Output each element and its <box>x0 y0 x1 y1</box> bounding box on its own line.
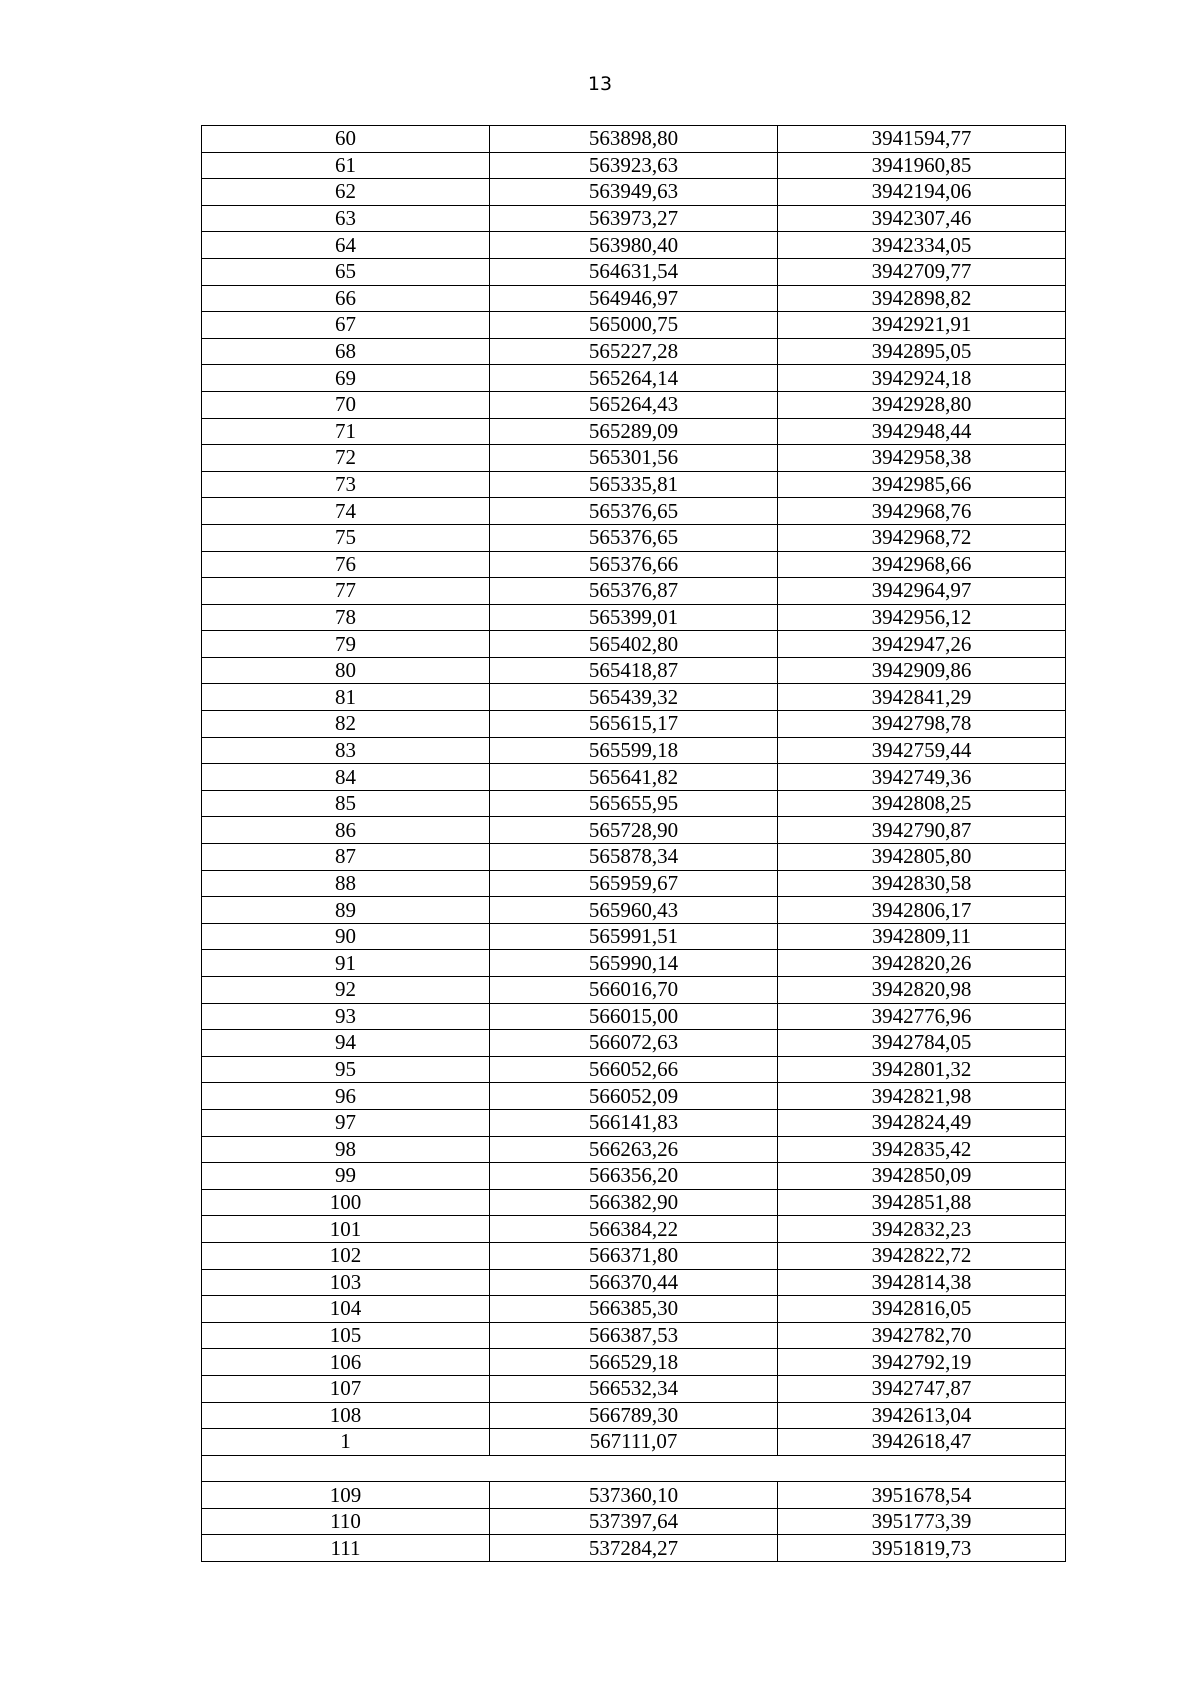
y-coordinate-cell: 3942898,82 <box>778 285 1066 312</box>
x-coordinate-cell: 566141,83 <box>490 1109 778 1136</box>
y-coordinate-cell: 3942850,09 <box>778 1163 1066 1190</box>
table-row <box>202 418 1066 445</box>
y-coordinate-cell: 3942832,23 <box>778 1216 1066 1243</box>
x-coordinate-cell: 566052,66 <box>490 1056 778 1083</box>
x-coordinate-cell: 566385,30 <box>490 1296 778 1323</box>
table-row <box>202 1429 1066 1456</box>
x-coordinate-cell: 566356,20 <box>490 1163 778 1190</box>
point-number-cell: 110 <box>202 1508 490 1535</box>
y-coordinate-cell: 3942820,26 <box>778 950 1066 977</box>
coordinates-table <box>201 125 1066 1562</box>
x-coordinate-cell: 565376,66 <box>490 551 778 578</box>
x-coordinate-cell: 565289,09 <box>490 418 778 445</box>
x-coordinate-cell: 566016,70 <box>490 977 778 1004</box>
table-row <box>202 817 1066 844</box>
y-coordinate-cell: 3942776,96 <box>778 1003 1066 1030</box>
point-number-cell: 67 <box>202 312 490 339</box>
x-coordinate-cell: 565990,14 <box>490 950 778 977</box>
y-coordinate-cell: 3942801,32 <box>778 1056 1066 1083</box>
y-coordinate-cell: 3942824,49 <box>778 1109 1066 1136</box>
table-row <box>202 1163 1066 1190</box>
y-coordinate-cell: 3942334,05 <box>778 232 1066 259</box>
point-number-cell: 90 <box>202 923 490 950</box>
x-coordinate-cell: 565335,81 <box>490 471 778 498</box>
point-number-cell: 111 <box>202 1535 490 1562</box>
y-coordinate-cell: 3942307,46 <box>778 205 1066 232</box>
table-row <box>202 1083 1066 1110</box>
x-coordinate-cell: 537397,64 <box>490 1508 778 1535</box>
table-row <box>202 950 1066 977</box>
y-coordinate-cell: 3941594,77 <box>778 126 1066 153</box>
x-coordinate-cell: 565641,82 <box>490 764 778 791</box>
x-coordinate-cell: 566015,00 <box>490 1003 778 1030</box>
y-coordinate-cell: 3942958,38 <box>778 445 1066 472</box>
point-number-cell: 70 <box>202 391 490 418</box>
x-coordinate-cell: 563898,80 <box>490 126 778 153</box>
table-row <box>202 844 1066 871</box>
point-number-cell: 77 <box>202 578 490 605</box>
table-row <box>202 870 1066 897</box>
table-row <box>202 1030 1066 1057</box>
y-coordinate-cell: 3942749,36 <box>778 764 1066 791</box>
point-number-cell: 86 <box>202 817 490 844</box>
point-number-cell: 60 <box>202 126 490 153</box>
x-coordinate-cell: 565599,18 <box>490 737 778 764</box>
table-row <box>202 1322 1066 1349</box>
x-coordinate-cell: 565402,80 <box>490 631 778 658</box>
x-coordinate-cell: 566532,34 <box>490 1375 778 1402</box>
table-row <box>202 1402 1066 1429</box>
point-number-cell: 71 <box>202 418 490 445</box>
point-number-cell: 106 <box>202 1349 490 1376</box>
point-number-cell: 72 <box>202 445 490 472</box>
table-row <box>202 764 1066 791</box>
y-coordinate-cell: 3942806,17 <box>778 897 1066 924</box>
y-coordinate-cell: 3942808,25 <box>778 790 1066 817</box>
table-row <box>202 1296 1066 1323</box>
point-number-cell: 102 <box>202 1242 490 1269</box>
y-coordinate-cell: 3942618,47 <box>778 1429 1066 1456</box>
table-row <box>202 365 1066 392</box>
y-coordinate-cell: 3951819,73 <box>778 1535 1066 1562</box>
x-coordinate-cell: 537360,10 <box>490 1482 778 1509</box>
y-coordinate-cell: 3942851,88 <box>778 1189 1066 1216</box>
x-coordinate-cell: 566370,44 <box>490 1269 778 1296</box>
table-row <box>202 578 1066 605</box>
x-coordinate-cell: 565959,67 <box>490 870 778 897</box>
table-row <box>202 1535 1066 1562</box>
point-number-cell: 98 <box>202 1136 490 1163</box>
x-coordinate-cell: 563980,40 <box>490 232 778 259</box>
point-number-cell: 61 <box>202 152 490 179</box>
table-row <box>202 1109 1066 1136</box>
table-row <box>202 179 1066 206</box>
table-row <box>202 1216 1066 1243</box>
point-number-cell: 85 <box>202 790 490 817</box>
table-row <box>202 631 1066 658</box>
point-number-cell: 95 <box>202 1056 490 1083</box>
x-coordinate-cell: 564631,54 <box>490 258 778 285</box>
y-coordinate-cell: 3942816,05 <box>778 1296 1066 1323</box>
point-number-cell: 80 <box>202 657 490 684</box>
y-coordinate-cell: 3942747,87 <box>778 1375 1066 1402</box>
x-coordinate-cell: 565615,17 <box>490 711 778 738</box>
x-coordinate-cell: 565227,28 <box>490 338 778 365</box>
x-coordinate-cell: 565991,51 <box>490 923 778 950</box>
x-coordinate-cell: 565264,43 <box>490 391 778 418</box>
x-coordinate-cell: 565728,90 <box>490 817 778 844</box>
y-coordinate-cell: 3942909,86 <box>778 657 1066 684</box>
y-coordinate-cell: 3942809,11 <box>778 923 1066 950</box>
x-coordinate-cell: 566529,18 <box>490 1349 778 1376</box>
point-number-cell: 104 <box>202 1296 490 1323</box>
y-coordinate-cell: 3942830,58 <box>778 870 1066 897</box>
table-row <box>202 1269 1066 1296</box>
y-coordinate-cell: 3942964,97 <box>778 578 1066 605</box>
point-number-cell: 82 <box>202 711 490 738</box>
x-coordinate-cell: 566384,22 <box>490 1216 778 1243</box>
y-coordinate-cell: 3942613,04 <box>778 1402 1066 1429</box>
x-coordinate-cell: 565000,75 <box>490 312 778 339</box>
x-coordinate-cell: 567111,07 <box>490 1429 778 1456</box>
point-number-cell: 97 <box>202 1109 490 1136</box>
point-number-cell: 91 <box>202 950 490 977</box>
y-coordinate-cell: 3942968,66 <box>778 551 1066 578</box>
point-number-cell: 78 <box>202 604 490 631</box>
y-coordinate-cell: 3942947,26 <box>778 631 1066 658</box>
y-coordinate-cell: 3942805,80 <box>778 844 1066 871</box>
table-row <box>202 1375 1066 1402</box>
point-number-cell: 76 <box>202 551 490 578</box>
point-number-cell: 89 <box>202 897 490 924</box>
y-coordinate-cell: 3942821,98 <box>778 1083 1066 1110</box>
x-coordinate-cell: 565418,87 <box>490 657 778 684</box>
point-number-cell: 62 <box>202 179 490 206</box>
x-coordinate-cell: 566052,09 <box>490 1083 778 1110</box>
page-number: 13 <box>587 73 613 95</box>
point-number-cell: 103 <box>202 1269 490 1296</box>
x-coordinate-cell: 566072,63 <box>490 1030 778 1057</box>
x-coordinate-cell: 566387,53 <box>490 1322 778 1349</box>
y-coordinate-cell: 3942790,87 <box>778 817 1066 844</box>
table-row <box>202 152 1066 179</box>
section-separator-row <box>202 1455 1066 1482</box>
point-number-cell: 75 <box>202 524 490 551</box>
table-row <box>202 923 1066 950</box>
x-coordinate-cell: 565376,65 <box>490 498 778 525</box>
table-row <box>202 657 1066 684</box>
table-row <box>202 1136 1066 1163</box>
section-separator-cell <box>202 1455 1066 1482</box>
table-row <box>202 391 1066 418</box>
y-coordinate-cell: 3942985,66 <box>778 471 1066 498</box>
point-number-cell: 87 <box>202 844 490 871</box>
x-coordinate-cell: 566382,90 <box>490 1189 778 1216</box>
y-coordinate-cell: 3942822,72 <box>778 1242 1066 1269</box>
point-number-cell: 68 <box>202 338 490 365</box>
table-row <box>202 524 1066 551</box>
point-number-cell: 73 <box>202 471 490 498</box>
table-row <box>202 445 1066 472</box>
point-number-cell: 109 <box>202 1482 490 1509</box>
point-number-cell: 69 <box>202 365 490 392</box>
table-row <box>202 977 1066 1004</box>
y-coordinate-cell: 3942948,44 <box>778 418 1066 445</box>
y-coordinate-cell: 3951678,54 <box>778 1482 1066 1509</box>
table-row <box>202 711 1066 738</box>
point-number-cell: 79 <box>202 631 490 658</box>
x-coordinate-cell: 565376,87 <box>490 578 778 605</box>
table-row <box>202 1508 1066 1535</box>
table-row <box>202 1242 1066 1269</box>
point-number-cell: 99 <box>202 1163 490 1190</box>
y-coordinate-cell: 3942820,98 <box>778 977 1066 1004</box>
table-row <box>202 790 1066 817</box>
x-coordinate-cell: 565264,14 <box>490 365 778 392</box>
table-row <box>202 312 1066 339</box>
y-coordinate-cell: 3942814,38 <box>778 1269 1066 1296</box>
point-number-cell: 65 <box>202 258 490 285</box>
table-row <box>202 1482 1066 1509</box>
table-row <box>202 338 1066 365</box>
y-coordinate-cell: 3942784,05 <box>778 1030 1066 1057</box>
y-coordinate-cell: 3942835,42 <box>778 1136 1066 1163</box>
y-coordinate-cell: 3942782,70 <box>778 1322 1066 1349</box>
table-row <box>202 551 1066 578</box>
y-coordinate-cell: 3942895,05 <box>778 338 1066 365</box>
point-number-cell: 1 <box>202 1429 490 1456</box>
point-number-cell: 74 <box>202 498 490 525</box>
x-coordinate-cell: 564946,97 <box>490 285 778 312</box>
point-number-cell: 94 <box>202 1030 490 1057</box>
x-coordinate-cell: 565301,56 <box>490 445 778 472</box>
table-row <box>202 285 1066 312</box>
x-coordinate-cell: 563923,63 <box>490 152 778 179</box>
y-coordinate-cell: 3942968,72 <box>778 524 1066 551</box>
table-row <box>202 232 1066 259</box>
y-coordinate-cell: 3942792,19 <box>778 1349 1066 1376</box>
table-row <box>202 471 1066 498</box>
point-number-cell: 101 <box>202 1216 490 1243</box>
x-coordinate-cell: 537284,27 <box>490 1535 778 1562</box>
coordinates-table-body <box>202 126 1066 1562</box>
table-row <box>202 604 1066 631</box>
table-row <box>202 737 1066 764</box>
point-number-cell: 92 <box>202 977 490 1004</box>
y-coordinate-cell: 3942759,44 <box>778 737 1066 764</box>
point-number-cell: 96 <box>202 1083 490 1110</box>
y-coordinate-cell: 3942924,18 <box>778 365 1066 392</box>
table-row <box>202 1003 1066 1030</box>
table-row <box>202 1189 1066 1216</box>
y-coordinate-cell: 3942798,78 <box>778 711 1066 738</box>
table-row <box>202 205 1066 232</box>
x-coordinate-cell: 565878,34 <box>490 844 778 871</box>
y-coordinate-cell: 3942956,12 <box>778 604 1066 631</box>
y-coordinate-cell: 3942709,77 <box>778 258 1066 285</box>
x-coordinate-cell: 566371,80 <box>490 1242 778 1269</box>
x-coordinate-cell: 563949,63 <box>490 179 778 206</box>
x-coordinate-cell: 566263,26 <box>490 1136 778 1163</box>
point-number-cell: 63 <box>202 205 490 232</box>
table-row <box>202 498 1066 525</box>
table-row <box>202 897 1066 924</box>
x-coordinate-cell: 563973,27 <box>490 205 778 232</box>
x-coordinate-cell: 565376,65 <box>490 524 778 551</box>
y-coordinate-cell: 3942928,80 <box>778 391 1066 418</box>
y-coordinate-cell: 3941960,85 <box>778 152 1066 179</box>
x-coordinate-cell: 565960,43 <box>490 897 778 924</box>
point-number-cell: 108 <box>202 1402 490 1429</box>
table-row <box>202 1349 1066 1376</box>
point-number-cell: 64 <box>202 232 490 259</box>
point-number-cell: 107 <box>202 1375 490 1402</box>
point-number-cell: 81 <box>202 684 490 711</box>
point-number-cell: 66 <box>202 285 490 312</box>
y-coordinate-cell: 3942968,76 <box>778 498 1066 525</box>
point-number-cell: 84 <box>202 764 490 791</box>
x-coordinate-cell: 566789,30 <box>490 1402 778 1429</box>
x-coordinate-cell: 565439,32 <box>490 684 778 711</box>
table-row <box>202 258 1066 285</box>
point-number-cell: 100 <box>202 1189 490 1216</box>
point-number-cell: 83 <box>202 737 490 764</box>
table-row <box>202 126 1066 153</box>
table-row <box>202 1056 1066 1083</box>
point-number-cell: 88 <box>202 870 490 897</box>
point-number-cell: 93 <box>202 1003 490 1030</box>
x-coordinate-cell: 565399,01 <box>490 604 778 631</box>
x-coordinate-cell: 565655,95 <box>490 790 778 817</box>
y-coordinate-cell: 3951773,39 <box>778 1508 1066 1535</box>
point-number-cell: 105 <box>202 1322 490 1349</box>
y-coordinate-cell: 3942841,29 <box>778 684 1066 711</box>
table-row <box>202 684 1066 711</box>
y-coordinate-cell: 3942194,06 <box>778 179 1066 206</box>
y-coordinate-cell: 3942921,91 <box>778 312 1066 339</box>
